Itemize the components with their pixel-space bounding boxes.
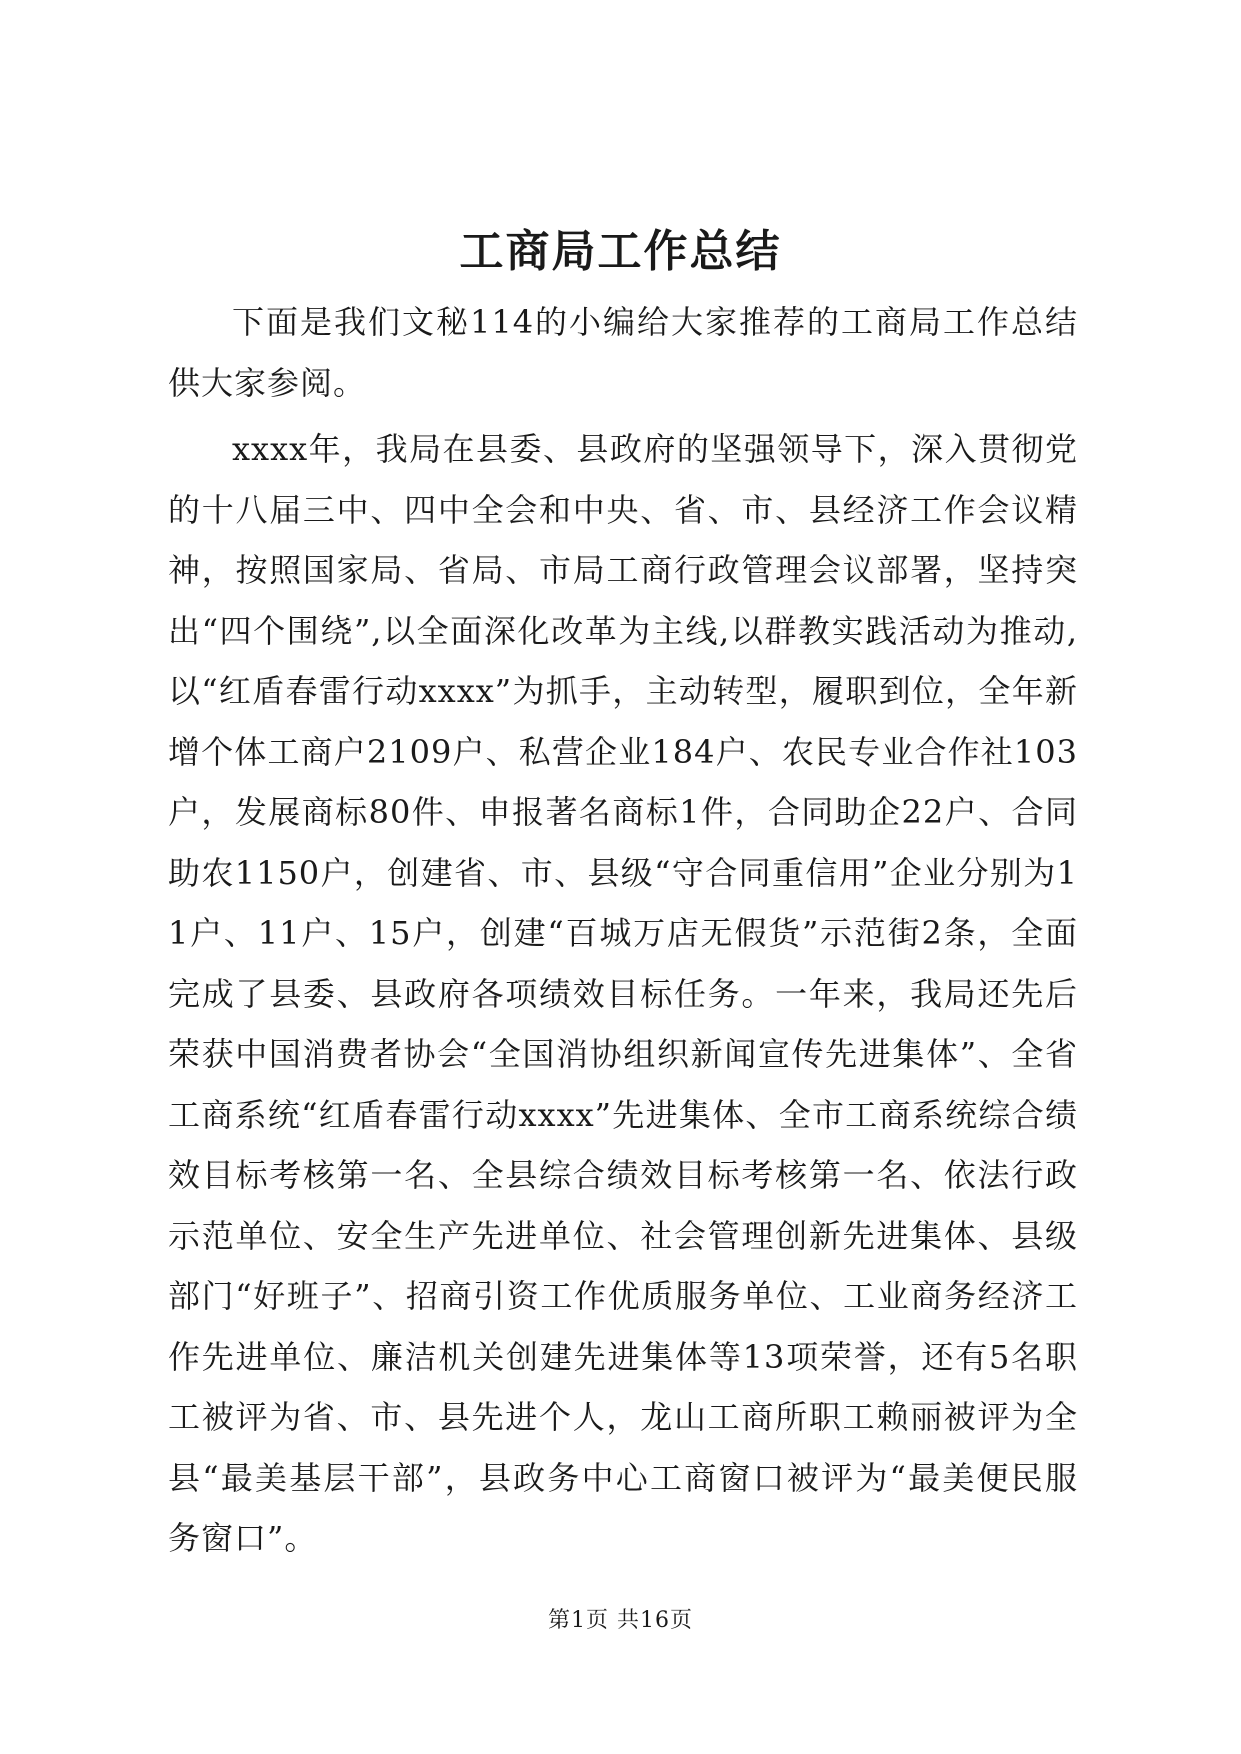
paragraph-summary: xxxx年，我局在县委、县政府的坚强领导下，深入贯彻党的十八届三中、四中全会和中央、省、市、县经济工作会议精神，按照国家局、省局、市局工商行政管理会议部署，坚持突出“四个围绕”,以全面深化改革为主线,以群教实践活动为推动,以“红盾春雷行动xxxx”为抓手，主动转型，履职到位，全年新增个体工商户2109户、私营企业184户、农民专业合作社103户，发展商标80件、申报著名商标1件，合同助企22户、合同助农1150户，创建省、市、县级“守合同重信用”企业分别为11户、11户、15户，创建“百城万店无假货”示范街2条，全面完成了县委、县政府各项绩效目标任务。一年来，我局还先后荣获中国消费者协会“全国消协组织新闻宣传先进集体”、全省工商系统“红盾春雷行动xxxx”先进集体、全市工商系统综合绩效目标考核第一名、全县综合绩效目标考核第一名、依法行政示范单位、安全生产先进单位、社会管理创新先进集体、县级部门“好班子”、招商引资工作优质服务单位、工业商务经济工作先进单位、廉洁机关创建先进集体等13项荣誉，还有5名职工被评为省、市、县先进个人，龙山工商所职工赖丽被评为全县“最美基层干部”，县政务中心工商窗口被评为“最美便民服务窗口”。 [168,430,1078,1557]
document-title: 工商局工作总结 [459,226,782,277]
document-body [168,292,1078,1569]
paragraph-intro: 下面是我们文秘114的小编给大家推荐的工商局工作总结供大家参阅。 [168,303,1078,402]
page-number-footer: 第1页 共16页 [548,1608,693,1633]
